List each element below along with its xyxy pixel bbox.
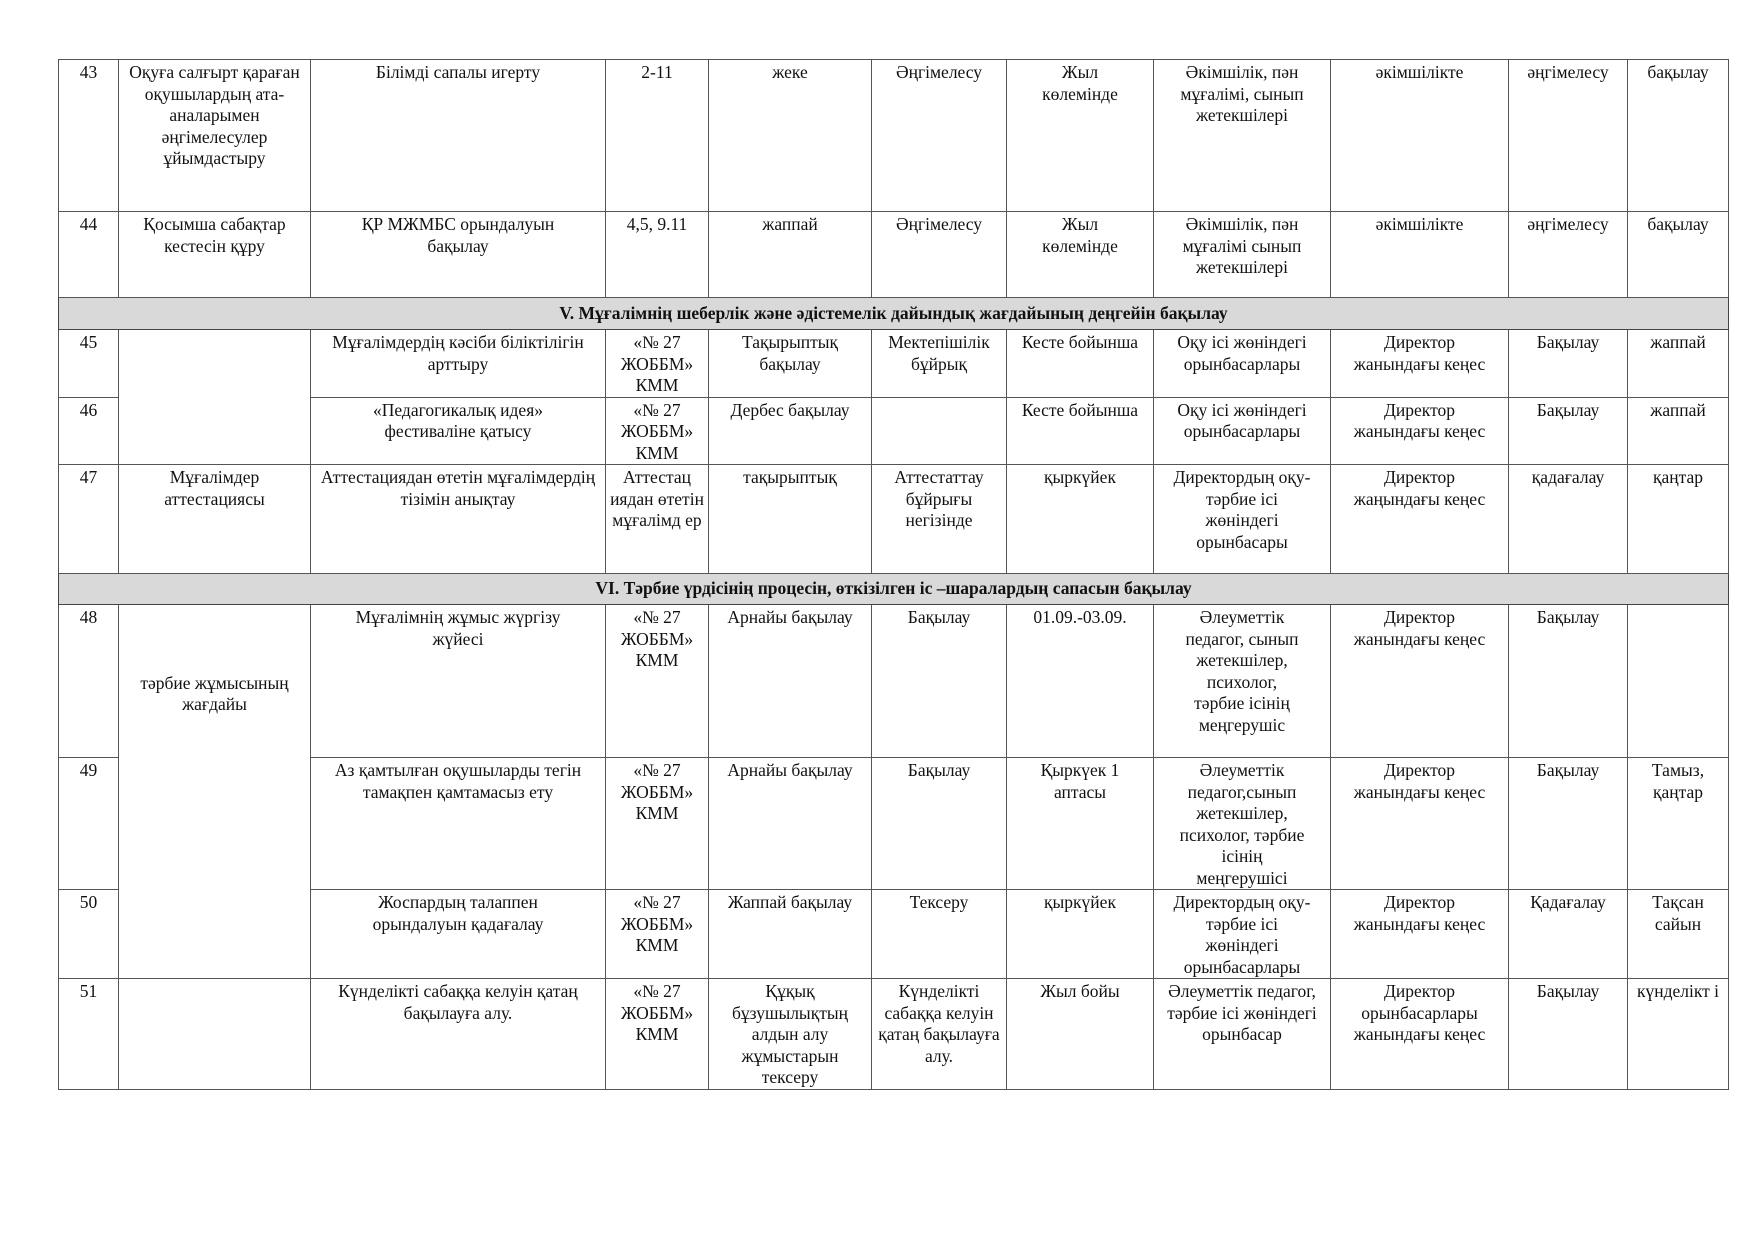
cell-review-place: Директор орынбасарлары жанындағы кеңес (1331, 979, 1509, 1090)
cell-time: қыркүйек (1007, 465, 1154, 574)
cell-review-place: Директор жанындағы кеңес (1331, 397, 1509, 465)
cell-responsible: Әкімшілік, пән мұғалімі, сынып жетекшілері (1154, 60, 1331, 212)
cell-type: Арнайы бақылау (709, 605, 872, 758)
cell-goal: Аттестациядан өтетін мұғалімдердің тізімін анықтау (311, 465, 606, 574)
cell-review-place: Директор жанындағы кеңес (1331, 758, 1509, 890)
cell-object: Аттестац иядан өтетін мұғалімд ер (606, 465, 709, 574)
group-topic: тәрбие жұмысының жағдайы (140, 672, 289, 714)
cell-method: Әңгімелесу (872, 60, 1007, 212)
cell-time: Кесте бойынша (1007, 330, 1154, 398)
table-row (59, 212, 1729, 298)
cell-goal: Білімді сапалы игерту (311, 60, 606, 212)
cell-review-place: Директор жанындағы кеңес (1331, 330, 1509, 398)
table-row (59, 979, 1729, 1090)
section-header-vi (59, 574, 1729, 605)
cell-method: Тексеру (872, 890, 1007, 979)
cell-topic: Қосымша сабақтар кестесін құру (119, 212, 311, 298)
cell-object: 2-11 (606, 60, 709, 212)
cell-type: Тақырыптық бақылау (709, 330, 872, 398)
cell-goal: Мұғалімдердің кәсіби біліктілігін арттыру (311, 330, 606, 398)
cell-review-place: Директор жанындағы кеңес (1331, 890, 1509, 979)
cell-topic (119, 330, 311, 465)
control-plan-table (58, 59, 1729, 1090)
cell-responsible: Оқу ісі жөніндегі орынбасарлары (1154, 330, 1331, 398)
cell-decision: Бақылау (1509, 330, 1628, 398)
cell-review-place: Директор жанындағы кеңес (1331, 605, 1509, 758)
cell-method: Әңгімелесу (872, 212, 1007, 298)
cell-object: «№ 27 ЖОББМ» КММ (606, 330, 709, 398)
cell-type: жаппай (709, 212, 872, 298)
table-row (59, 605, 1729, 758)
row-number: 44 (59, 212, 119, 298)
cell-result: Тақсан сайын (1628, 890, 1729, 979)
cell-type: Жаппай бақылау (709, 890, 872, 979)
cell-time: Қыркүек 1 аптасы (1007, 758, 1154, 890)
cell-object: «№ 27 ЖОББМ» КММ (606, 605, 709, 758)
section-header-v (59, 298, 1729, 330)
cell-method (872, 397, 1007, 465)
cell-review-place: Директор жаңындағы кеңес (1331, 465, 1509, 574)
cell-responsible: Оқу ісі жөніндегі орынбасарлары (1154, 397, 1331, 465)
cell-goal: Жоспардың талаппен орындалуын қадағалау (311, 890, 606, 979)
cell-object: «№ 27 ЖОББМ» КММ (606, 890, 709, 979)
cell-type: Дербес бақылау (709, 397, 872, 465)
section-v-title: V. Мұғалімнің шеберлік және әдістемелік дайындық жағдайының деңгейін бақылау (559, 302, 1228, 323)
cell-review-place: әкімшілікте (1331, 212, 1509, 298)
cell-decision: қадағалау (1509, 465, 1628, 574)
cell-decision: Бақылау (1509, 979, 1628, 1090)
cell-time: Кесте бойынша (1007, 397, 1154, 465)
cell-type: Құқық бұзушылықтың алдын алу жұмыстарын тексеру (709, 979, 872, 1090)
cell-responsible: Әкімшілік, пән мұғалімі сынып жетекшілері (1154, 212, 1331, 298)
cell-goal: «Педагогикалық идея» фестиваліне қатысу (311, 397, 606, 465)
cell-decision: Бақылау (1509, 605, 1628, 758)
cell-object: «№ 27 ЖОББМ» КММ (606, 758, 709, 890)
cell-result (1628, 605, 1729, 758)
cell-type: тақырыптық (709, 465, 872, 574)
cell-decision: әңгімелесу (1509, 212, 1628, 298)
cell-topic (119, 979, 311, 1090)
cell-topic (119, 605, 311, 979)
row-number: 45 (59, 330, 119, 398)
cell-decision: әңгімелесу (1509, 60, 1628, 212)
cell-time: 01.09.-03.09. (1007, 605, 1154, 758)
cell-decision: Бақылау (1509, 758, 1628, 890)
cell-time: Жыл көлемінде (1007, 60, 1154, 212)
cell-time: қыркүйек (1007, 890, 1154, 979)
section-vi-title: VI. Тәрбие үрдісінің процесін, өткізілген іс –шаралардың сапасын бақылау (595, 578, 1192, 599)
cell-goal: Аз қамтылған оқушыларды тегін тамақпен қамтамасыз ету (311, 758, 606, 890)
section-title (59, 574, 1729, 605)
cell-result: күнделікт і (1628, 979, 1729, 1090)
table-row (59, 465, 1729, 574)
cell-result: жаппай (1628, 397, 1729, 465)
row-number: 50 (59, 890, 119, 979)
cell-object: «№ 27 ЖОББМ» КММ (606, 397, 709, 465)
cell-object: 4,5, 9.11 (606, 212, 709, 298)
cell-type: Арнайы бақылау (709, 758, 872, 890)
cell-object: «№ 27 ЖОББМ» КММ (606, 979, 709, 1090)
row-number: 46 (59, 397, 119, 465)
cell-review-place: әкімшілікте (1331, 60, 1509, 212)
row-number: 43 (59, 60, 119, 212)
cell-responsible: Әлеуметтік педагог, тәрбие ісі жөніндегі орынбасар (1154, 979, 1331, 1090)
table-row (59, 60, 1729, 212)
cell-time: Жыл бойы (1007, 979, 1154, 1090)
cell-method: Мектепішілік бұйрық (872, 330, 1007, 398)
section-title (59, 298, 1729, 330)
cell-responsible: Әлеуметтік педагог, сынып жетекшілер, психолог, тәрбие ісінің меңгерушіс (1154, 605, 1331, 758)
table-row (59, 330, 1729, 398)
cell-responsible: Әлеуметтік педагог,сынып жетекшілер, психолог, тәрбие ісінің меңгерушісі (1154, 758, 1331, 890)
row-number: 51 (59, 979, 119, 1090)
cell-decision: Бақылау (1509, 397, 1628, 465)
cell-goal: Күнделікті сабаққа келуін қатаң бақылауға алу. (311, 979, 606, 1090)
cell-result: Тамыз, қаңтар (1628, 758, 1729, 890)
cell-decision: Қадағалау (1509, 890, 1628, 979)
cell-topic: Мұғалімдер аттестациясы (119, 465, 311, 574)
cell-result: бақылау (1628, 212, 1729, 298)
cell-method: Бақылау (872, 605, 1007, 758)
cell-goal: ҚР МЖМБС орындалуын бақылау (311, 212, 606, 298)
cell-result: бақылау (1628, 60, 1729, 212)
cell-responsible: Директордың оқу-тәрбие ісі жөніндегі орынбасары (1154, 465, 1331, 574)
cell-responsible: Директордың оқу-тәрбие ісі жөніндегі орынбасарлары (1154, 890, 1331, 979)
row-number: 49 (59, 758, 119, 890)
row-number: 48 (59, 605, 119, 758)
cell-method: Бақылау (872, 758, 1007, 890)
cell-topic: Оқуға салғырт қараған оқушылардың ата-аналарымен әңгімелесулер ұйымдастыру (119, 60, 311, 212)
cell-type: жеке (709, 60, 872, 212)
cell-result: жаппай (1628, 330, 1729, 398)
cell-method: Аттестаттау бұйрығы негізінде (872, 465, 1007, 574)
cell-method: Күнделікті сабаққа келуін қатаң бақылауға алу. (872, 979, 1007, 1090)
cell-time: Жыл көлемінде (1007, 212, 1154, 298)
row-number: 47 (59, 465, 119, 574)
cell-goal: Мұғалімнің жұмыс жүргізу жүйесі (311, 605, 606, 758)
cell-result: қаңтар (1628, 465, 1729, 574)
